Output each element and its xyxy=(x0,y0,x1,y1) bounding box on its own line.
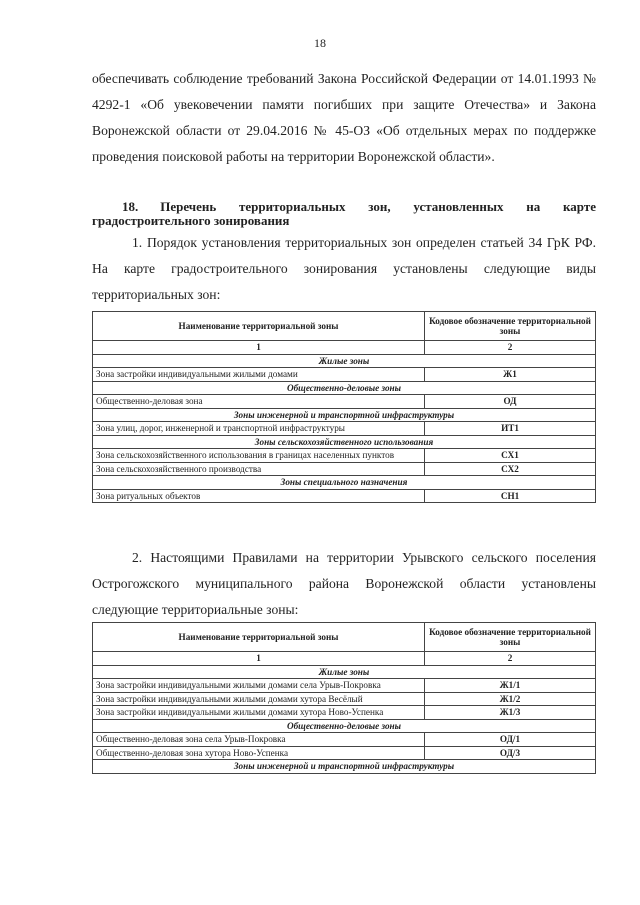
column-index: 2 xyxy=(425,652,596,666)
zone-group-row xyxy=(93,719,596,733)
zone-name: Зона застройки индивидуальными жилыми домами хутора Ново-Успенка xyxy=(93,706,425,720)
zone-group-row xyxy=(93,476,596,490)
zone-code: ОД/1 xyxy=(425,733,596,747)
zone-group-row xyxy=(93,381,596,395)
zone-row xyxy=(93,746,596,760)
zone-row xyxy=(93,462,596,476)
header-zone-name: Наименование территориальной зоны xyxy=(93,312,425,341)
zone-row xyxy=(93,395,596,409)
zone-code: Ж1/2 xyxy=(425,692,596,706)
column-index: 1 xyxy=(93,652,425,666)
zones-table-2 xyxy=(92,622,596,774)
zone-code: ОД xyxy=(425,395,596,409)
zone-name: Зона застройки индивидуальными жилыми домами хутора Весёлый xyxy=(93,692,425,706)
zone-name: Общественно-деловая зона села Урыв-Покровка xyxy=(93,733,425,747)
zone-name: Общественно-деловая зона хутора Ново-Успенка xyxy=(93,746,425,760)
page-number: 18 xyxy=(314,36,326,50)
zone-group-title: Жилые зоны xyxy=(93,354,596,368)
zone-group-row xyxy=(93,408,596,422)
zone-code: ОД/3 xyxy=(425,746,596,760)
zone-group-title: Зоны сельскохозяйственного использования xyxy=(93,435,596,449)
zone-code: СХ1 xyxy=(425,449,596,463)
zone-row xyxy=(93,733,596,747)
zone-row xyxy=(93,422,596,436)
zone-row xyxy=(93,679,596,693)
zone-code: Ж1/1 xyxy=(425,679,596,693)
zone-name: Зона застройки индивидуальными жилыми домами села Урыв-Покровка xyxy=(93,679,425,693)
section-number: 18. xyxy=(122,199,139,214)
paragraph-1: 1. Порядок установления территориальных зон определен статьей 34 ГрК РФ. На карте градостроительного зонирования установлены следующие виды территориальных зон: xyxy=(92,235,596,302)
zone-name: Зона ритуальных объектов xyxy=(93,489,425,503)
intro-paragraph: обеспечивать соблюдение требований Закона Российской Федерации от 14.01.1993 № 4292-1 «Об увековечении памяти погибших при защите Отечества» и Закона Воронежской области от 29.04.2016 № 45-ОЗ «Об отдельных мерах по поддержке проведения поисковой работы на территории Воронежской области». xyxy=(92,71,596,164)
zone-name: Общественно-деловая зона xyxy=(93,395,425,409)
zone-group-title: Зоны инженерной и транспортной инфраструктуры xyxy=(93,408,596,422)
paragraph-2: 2. Настоящими Правилами на территории Урывского сельского поселения Острогожского муниципального района Воронежской области установлены следующие территориальные зоны: xyxy=(92,550,596,617)
zone-code: СН1 xyxy=(425,489,596,503)
zone-row xyxy=(93,692,596,706)
zone-group-row xyxy=(93,665,596,679)
zone-row xyxy=(93,489,596,503)
zone-group-title: Общественно-деловые зоны xyxy=(93,719,596,733)
zone-name: Зона застройки индивидуальными жилыми домами xyxy=(93,368,425,382)
zone-code: ИТ1 xyxy=(425,422,596,436)
zone-code: Ж1 xyxy=(425,368,596,382)
column-index: 2 xyxy=(425,341,596,355)
zone-group-row xyxy=(93,435,596,449)
zones-table-1 xyxy=(92,311,596,503)
zone-name: Зона сельскохозяйственного использования в границах населенных пунктов xyxy=(93,449,425,463)
zone-group-title: Зоны специального назначения xyxy=(93,476,596,490)
section-heading xyxy=(92,200,596,228)
zone-name: Зона сельскохозяйственного производства xyxy=(93,462,425,476)
zone-group-title: Зоны инженерной и транспортной инфраструктуры xyxy=(93,760,596,774)
zone-group-row xyxy=(93,760,596,774)
section-title: Перечень территориальных зон, установленных на карте градостроительного зонирования xyxy=(92,199,596,228)
header-zone-name: Наименование территориальной зоны xyxy=(93,623,425,652)
zone-row xyxy=(93,368,596,382)
header-zone-code: Кодовое обозначение территориальной зоны xyxy=(425,623,596,652)
column-index: 1 xyxy=(93,341,425,355)
zone-code: Ж1/3 xyxy=(425,706,596,720)
zone-name: Зона улиц, дорог, инженерной и транспортной инфраструктуры xyxy=(93,422,425,436)
zone-group-row xyxy=(93,354,596,368)
header-zone-code: Кодовое обозначение территориальной зоны xyxy=(425,312,596,341)
zone-row xyxy=(93,449,596,463)
zone-group-title: Жилые зоны xyxy=(93,665,596,679)
zone-code: СХ2 xyxy=(425,462,596,476)
zone-group-title: Общественно-деловые зоны xyxy=(93,381,596,395)
zone-row xyxy=(93,706,596,720)
